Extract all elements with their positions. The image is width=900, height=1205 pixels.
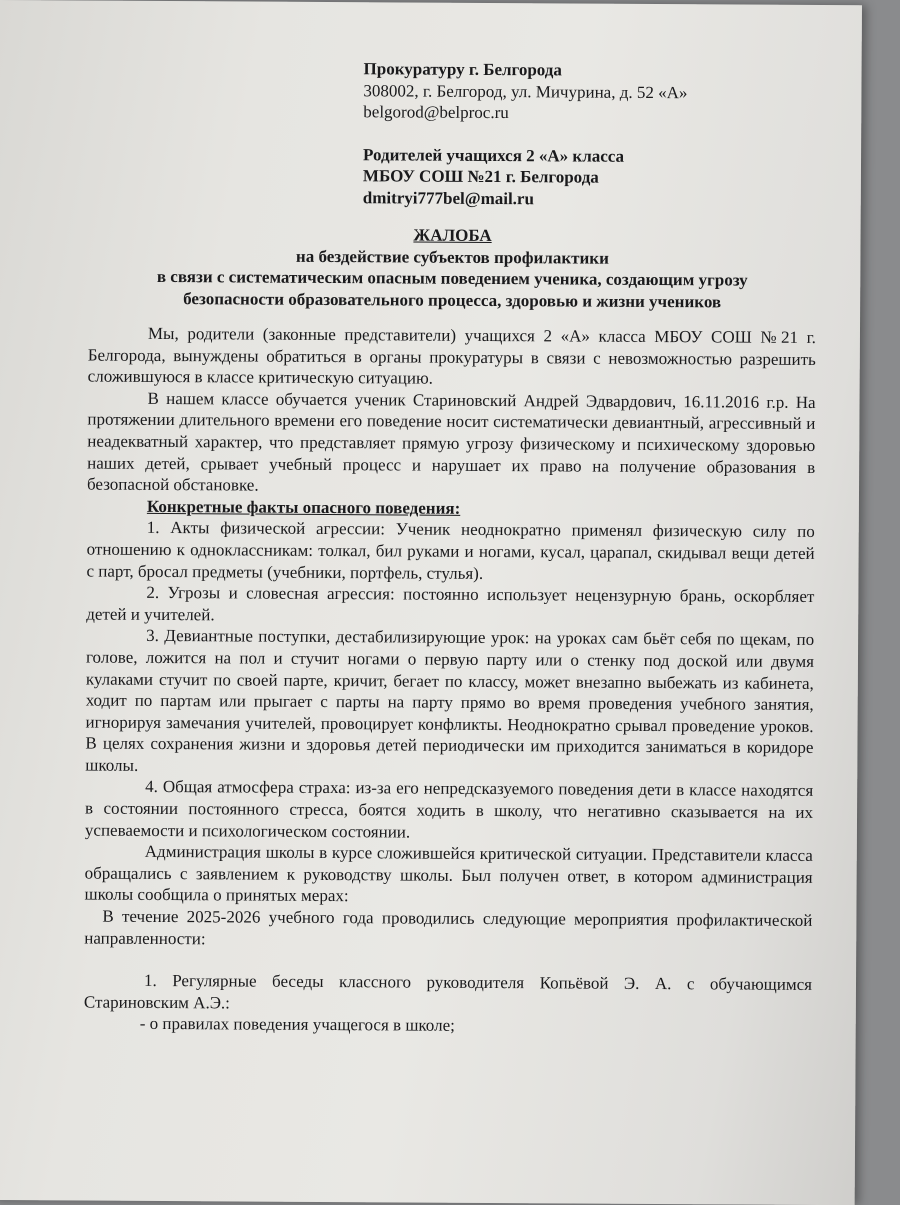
recipient-title: Прокуратуру г. Белгорода xyxy=(363,59,562,80)
recipient-address: 308002, г. Белгород, ул. Мичурина, д. 52 «А» xyxy=(363,80,688,102)
paragraph-intro: Мы, родители (законные представители) учащихся 2 «А» класса МБОУ СОШ №21 г. Белгорода, вынуждены обратиться в органы прокуратуры в связи с невозможностью разрешить сложившуюся в классе критическую ситуацию. xyxy=(87,323,817,388)
paragraph-student: В нашем классе обучается ученик Стариновский Андрей Эдвардович, 16.11.2016 г.р. На протяжении длительного времени его поведение носит систематически девиантный, агрессивный и неадекватный характер, что представляет прямую угрозу физическому и психическому здоровью наших детей, срывает учебный процесс и нарушает их право на получение образования в безопасной обстановке. xyxy=(86,388,816,495)
fact-2: 2. Угрозы и словесная агрессия: постоянно использует нецензурную брань, оскорбляет детей и учителей. xyxy=(86,583,815,625)
title-line-2: в связи с систематическим опасным поведением ученика, создающим угрозу xyxy=(156,266,748,290)
paragraph-measures: В течение 2025-2026 учебного года проводились следующие мероприятия профилактической направленности: xyxy=(84,906,813,948)
sender-line-1: Родителей учащихся 2 «А» класса xyxy=(363,144,625,166)
sender-line-2: МБОУ СОШ №21 г. Белгорода xyxy=(362,166,599,187)
fact-3: 3. Девиантные поступки, дестабилизирующие урок: на уроках сам бьёт себя по щекам, по голове, ложится на пол и стучит ногами о первую парту или о стенку под доской или двумя кулаками стучит по своей парте, кричит, бегает по классу, может внезапно выбежать из кабинета, ходит по партам или прыгает с парты на парту прямо во время проведения учебного занятия, игнорируя замечания учителей, провоцирует конфликты. Неоднократно срывал проведение уроков. В целях сохранения жизни и здоровья детей периодически им приходится заниматься в коридоре школы. xyxy=(85,626,815,775)
fact-1: 1. Акты физической агрессии: Ученик неоднократно применял физическую силу по отношению к одноклассникам: толкал, бил руками и ногами, кусал, царапал, скидывал вещи детей с парт, бросал предметы (учебники, портфель, стулья). xyxy=(86,518,815,583)
addressee-block xyxy=(363,58,834,211)
measure-dash-1: - о правилах поведения учащегося в школе; xyxy=(139,1014,455,1036)
measure-item-1: 1. Регулярные беседы классного руководителя Копьёвой Э. А. с обучающимся Стариновским А.Э.: xyxy=(83,971,813,1013)
facts-heading: Конкретные факты опасного поведения: xyxy=(146,496,461,518)
title-line-3: безопасности образовательного процесса, здоровью и жизни учеников xyxy=(183,288,722,311)
title-main: ЖАЛОБА xyxy=(413,225,492,246)
recipient-email: belgorod@belproc.ru xyxy=(363,102,509,123)
fact-4: 4. Общая атмосфера страха: из-за его непредсказуемого поведения дети в классе находятся в состоянии постоянного стресса, боятся ходить в школу, что негативно сказывается на их успеваемости и психологическом состоянии. xyxy=(84,777,814,842)
sender-email: dmitryi777bel@mail.ru xyxy=(362,187,535,208)
document-body xyxy=(84,323,816,1039)
title-line-1: на бездействие субъектов профилактики xyxy=(295,246,609,268)
paragraph-admin: Администрация школы в курсе сложившейся критической ситуации. Представители класса обращались с заявлением к руководству школы. Был получен ответ, в котором администрация школы сообщила о принятых мерах: xyxy=(84,842,813,906)
document-title xyxy=(88,223,817,313)
